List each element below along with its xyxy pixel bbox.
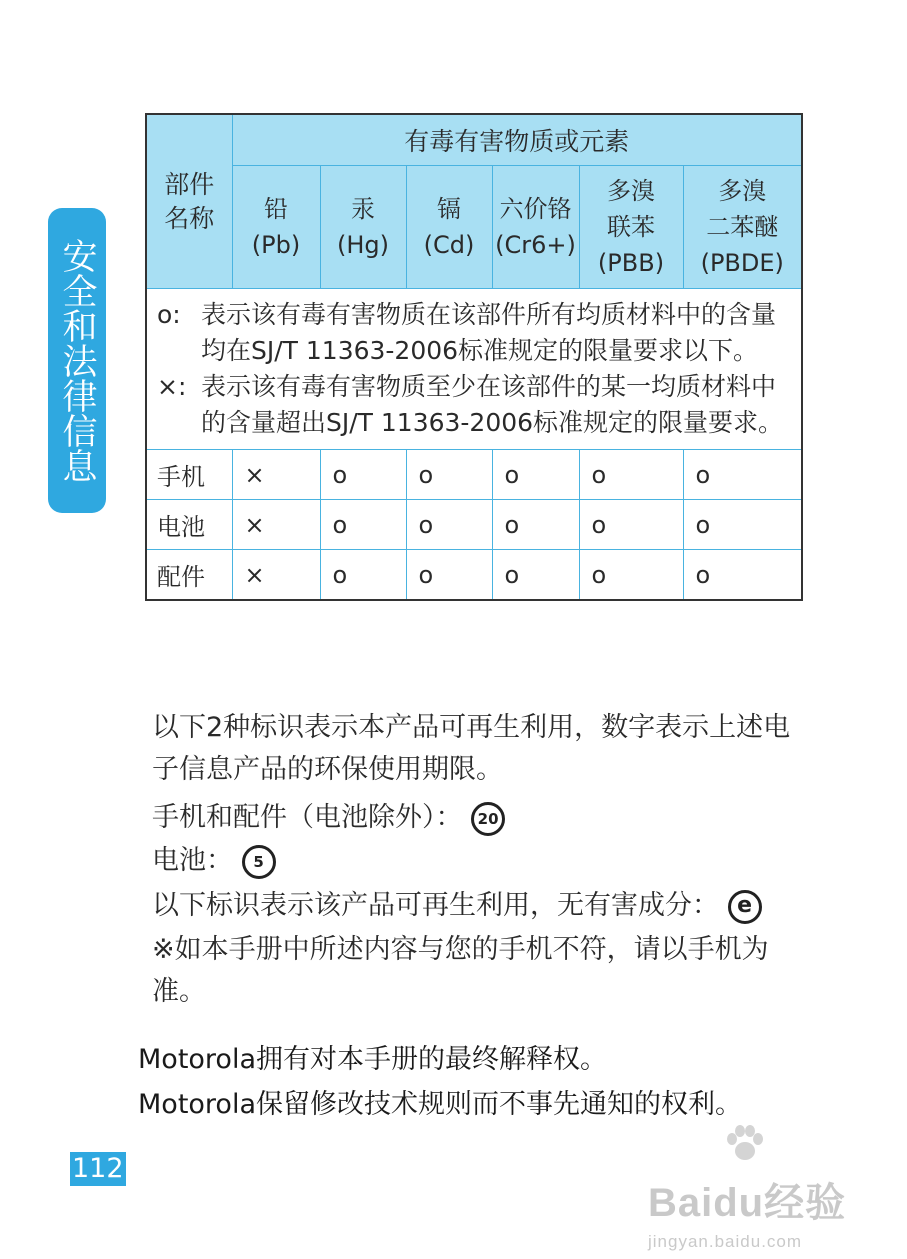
table-notes (146, 289, 802, 450)
recycle-label: 以下标识表示该产品可再生利用，无有害成分： (152, 890, 719, 921)
element-header-hg: 汞 (Hg) (320, 166, 406, 289)
epup-20-icon: 20 (471, 802, 505, 836)
recycling-intro: 以下2种标识表示本产品可再生利用，数字表示上述电子信息产品的环保使用期限。 (152, 712, 791, 785)
element-header-pbde: 多溴 二苯醚 (PBDE) (683, 166, 802, 289)
substances-header: 有毒有害物质或元素 (232, 114, 802, 166)
part-name-header: 部件名称 (146, 114, 232, 289)
green-e-icon: e (728, 890, 762, 924)
table-row: 配件 × o o o o o (146, 550, 802, 601)
section-tab-label: 安全和法律信息 (57, 238, 97, 483)
section-tab (48, 208, 106, 513)
footer-rights-line: Motorola拥有对本手册的最终解释权。 (138, 1044, 607, 1075)
element-header-cd: 镉 (Cd) (406, 166, 492, 289)
note-exceeds: ×: 表示该有毒有害物质至少在该部件的某一均质材料中的含量超出SJ/T 11363-2006标准规定的限量要求。 (157, 372, 784, 437)
hazardous-substances-table (145, 113, 803, 601)
battery-line (152, 840, 812, 882)
element-header-pbb: 多溴 联苯 (PBB) (579, 166, 683, 289)
table-row: 手机 × o o o o o (146, 450, 802, 500)
epup-5-icon: 5 (242, 845, 276, 879)
watermark-brand: Baidu经验 (648, 1181, 847, 1225)
watermark (648, 1135, 858, 1251)
phone-accessory-line (152, 797, 812, 839)
battery-label: 电池： (152, 845, 233, 876)
page-number: 112 (72, 1153, 124, 1184)
footer-modify-line: Motorola保留修改技术规则而不事先通知的权利。 (138, 1089, 742, 1120)
element-header-cr6: 六价铬 (Cr6+) (492, 166, 579, 289)
element-header-pb: 铅 (Pb) (232, 166, 320, 289)
note-compliant: o: 表示该有毒有害物质在该部件所有均质材料中的含量均在SJ/T 11363-2006标准规定的限量要求以下。 (157, 300, 777, 365)
recycle-line (152, 885, 812, 927)
manual-note: ※如本手册中所述内容与您的手机不符，请以手机为准。 (152, 934, 769, 1007)
watermark-url: jingyan.baidu.com (648, 1232, 803, 1251)
table-row: 电池 × o o o o o (146, 500, 802, 550)
phone-accessory-label: 手机和配件（电池除外）： (152, 802, 463, 833)
paw-icon (724, 1125, 764, 1161)
